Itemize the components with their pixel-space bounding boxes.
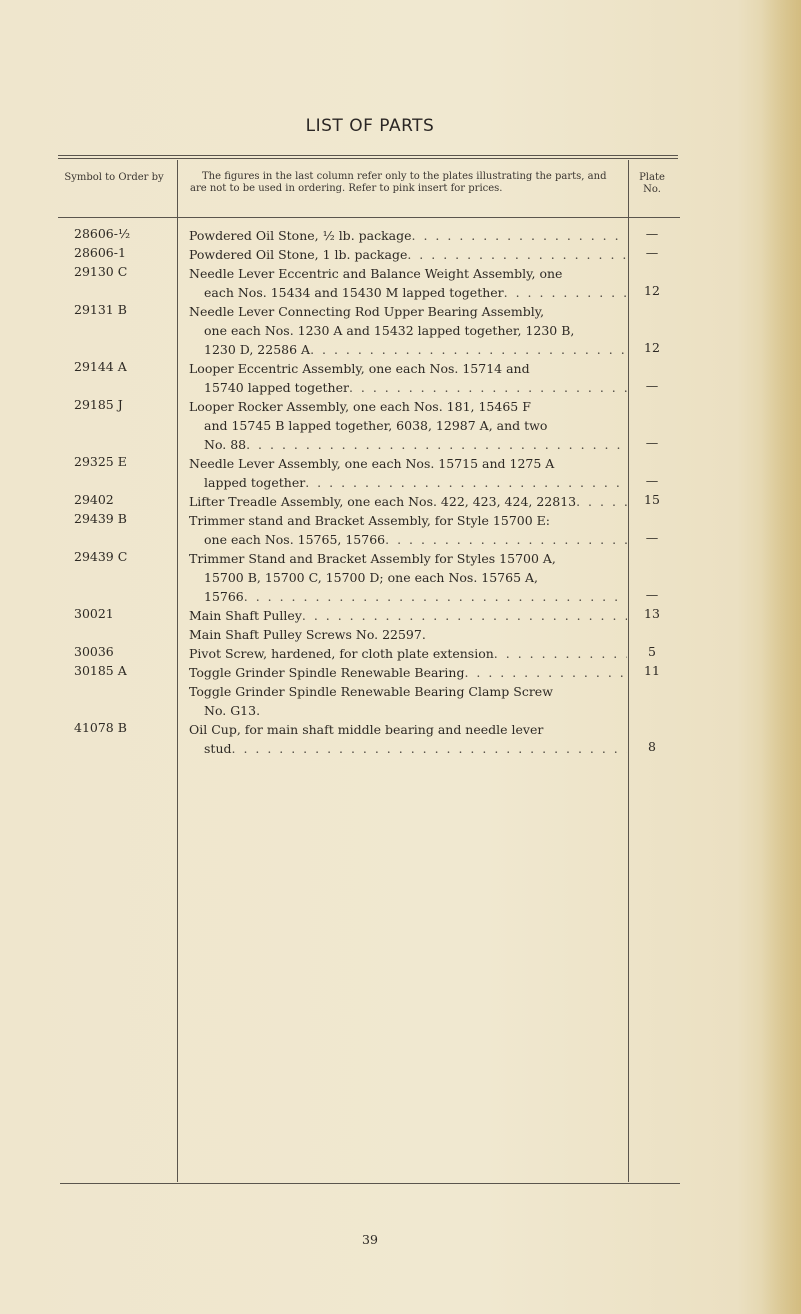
column-divider-left — [177, 160, 178, 1182]
part-symbol: 29185 J — [74, 397, 123, 412]
part-description-text: one each Nos. 15765, 15766 — [204, 532, 386, 547]
part-description-line — [189, 739, 627, 758]
part-description — [189, 644, 627, 663]
part-description-text: Oil Cup, for main shaft middle bearing and needle lever — [189, 722, 544, 737]
leader-dots — [310, 340, 627, 359]
part-description-line — [189, 416, 627, 435]
part-description — [189, 549, 627, 606]
part-description-text: 15766 — [204, 589, 244, 604]
part-description-text: 15740 lapped together — [204, 380, 349, 395]
part-description-text: Powdered Oil Stone, 1 lb. package — [189, 247, 408, 262]
part-description-text: one each Nos. 1230 A and 15432 lapped together, 1230 B, — [204, 323, 575, 338]
part-description-line — [189, 226, 627, 245]
symbol-column-header: Symbol to Order by — [64, 172, 164, 183]
part-description-text: Lifter Treadle Assembly, one each Nos. 422, 423, 424, 22813 — [189, 494, 577, 509]
top-rule-double — [58, 158, 678, 159]
page-number: 39 — [362, 1232, 378, 1247]
part-description — [189, 682, 627, 720]
column-divider-right — [628, 160, 629, 1182]
part-description-text: 1230 D, 22586 A — [204, 342, 311, 357]
plate-number: 12 — [644, 340, 660, 355]
header-note: The figures in the last column refer only to the plates illustrating the parts, and are not to be used in ordering. Refer to pink insert for prices. — [190, 171, 607, 194]
part-description-text: Main Shaft Pulley Screws No. 22597. — [189, 627, 426, 642]
leader-dots — [305, 473, 627, 492]
part-description-text: 15700 B, 15700 C, 15700 D; one each Nos. 15765 A, — [204, 570, 539, 585]
part-description — [189, 264, 627, 302]
part-description-text: each Nos. 15434 and 15430 M lapped together — [204, 285, 504, 300]
part-symbol: 28606-½ — [74, 226, 131, 241]
part-description-line — [189, 587, 627, 606]
leader-dots — [232, 739, 628, 758]
part-description-text: Needle Lever Eccentric and Balance Weight Assembly, one — [189, 266, 563, 281]
part-symbol: 28606-1 — [74, 245, 126, 260]
part-description-line — [189, 530, 627, 549]
part-description-line — [189, 568, 627, 587]
leader-dots — [494, 644, 627, 663]
page-title: LIST OF PARTS — [305, 116, 435, 136]
part-description — [189, 511, 627, 549]
part-description-text: lapped together — [204, 475, 306, 490]
part-description-line — [189, 435, 627, 454]
leader-dots — [464, 663, 627, 682]
plate-number: — — [645, 435, 659, 450]
part-description-text: Trimmer Stand and Bracket Assembly for Styles 15700 A, — [189, 551, 556, 566]
leader-dots — [407, 245, 627, 264]
part-description — [189, 492, 627, 511]
part-description-text: Needle Lever Assembly, one each Nos. 15715 and 1275 A — [189, 456, 555, 471]
part-description-line — [189, 625, 627, 644]
part-symbol: 29131 B — [74, 302, 127, 317]
part-description-text: Powdered Oil Stone, ½ lb. package — [189, 228, 412, 243]
leader-dots — [385, 530, 627, 549]
plate-number: 13 — [644, 606, 660, 621]
part-description — [189, 226, 627, 245]
part-description — [189, 606, 627, 625]
part-description-line — [189, 663, 627, 682]
page-edge-shade — [761, 0, 801, 1314]
part-description-line — [189, 720, 627, 739]
part-description-line — [189, 283, 627, 302]
part-description-line — [189, 644, 627, 663]
part-description-text: No. G13. — [204, 703, 261, 718]
part-description-text: Needle Lever Connecting Rod Upper Bearing Assembly, — [189, 304, 545, 319]
leader-dots — [244, 587, 627, 606]
part-symbol: 29144 A — [74, 359, 127, 374]
part-symbol: 29130 C — [74, 264, 128, 279]
part-description-text: Main Shaft Pulley — [189, 608, 302, 623]
part-description-text: Toggle Grinder Spindle Renewable Bearing — [189, 665, 465, 680]
part-description — [189, 720, 627, 758]
part-description-line — [189, 302, 627, 321]
part-description-text: No. 88 — [204, 437, 247, 452]
part-description-line — [189, 549, 627, 568]
part-description-line — [189, 378, 627, 397]
leader-dots — [576, 492, 627, 511]
part-description-line — [189, 264, 627, 283]
part-description-line — [189, 511, 627, 530]
part-description-text: and 15745 B lapped together, 6038, 12987 A, and two — [204, 418, 548, 433]
part-description-line — [189, 606, 627, 625]
part-symbol: 30021 — [74, 606, 114, 621]
part-symbol: 29402 — [74, 492, 114, 507]
part-symbol: 29439 B — [74, 511, 127, 526]
plate-number: 8 — [648, 739, 656, 754]
part-symbol: 30036 — [74, 644, 114, 659]
part-description — [189, 625, 627, 644]
part-description — [189, 454, 627, 492]
part-description-line — [189, 359, 627, 378]
part-description-line — [189, 397, 627, 416]
part-description-line — [189, 492, 627, 511]
part-description — [189, 663, 627, 682]
part-symbol: 29439 C — [74, 549, 128, 564]
part-description-text: Looper Rocker Assembly, one each Nos. 181, 15465 F — [189, 399, 531, 414]
part-description-line — [189, 701, 627, 720]
part-description — [189, 245, 627, 264]
plate-number: — — [645, 245, 659, 260]
plate-number: 11 — [644, 663, 660, 678]
plate-number: — — [645, 226, 659, 241]
part-description-line — [189, 682, 627, 701]
bottom-rule — [60, 1183, 680, 1184]
header-rule — [58, 217, 680, 218]
top-rule — [58, 155, 678, 156]
plate-number: — — [645, 530, 659, 545]
plate-number: 15 — [644, 492, 660, 507]
part-symbol: 41078 B — [74, 720, 127, 735]
leader-dots — [349, 378, 627, 397]
part-description — [189, 302, 627, 359]
part-description-line — [189, 321, 627, 340]
plate-number: 12 — [644, 283, 660, 298]
plate-column-header: Plate No. — [639, 172, 665, 195]
part-description-line — [189, 454, 627, 473]
part-description — [189, 397, 627, 454]
leader-dots — [504, 283, 627, 302]
leader-dots — [246, 435, 627, 454]
part-description-text: Toggle Grinder Spindle Renewable Bearing Clamp Screw — [189, 684, 553, 699]
part-description-text: Looper Eccentric Assembly, one each Nos. 15714 and — [189, 361, 530, 376]
leader-dots — [302, 606, 627, 625]
plate-number: — — [645, 587, 659, 602]
leader-dots — [412, 226, 627, 245]
plate-number: — — [645, 473, 659, 488]
part-symbol: 30185 A — [74, 663, 127, 678]
part-description-line — [189, 340, 627, 359]
part-description-text: Pivot Screw, hardened, for cloth plate extension — [189, 646, 494, 661]
part-description-text: stud — [204, 741, 232, 756]
part-description-line — [189, 473, 627, 492]
part-description — [189, 359, 627, 397]
part-description-line — [189, 245, 627, 264]
plate-number: — — [645, 378, 659, 393]
part-description-text: Trimmer stand and Bracket Assembly, for Style 15700 E: — [189, 513, 550, 528]
part-symbol: 29325 E — [74, 454, 127, 469]
plate-number: 5 — [648, 644, 656, 659]
